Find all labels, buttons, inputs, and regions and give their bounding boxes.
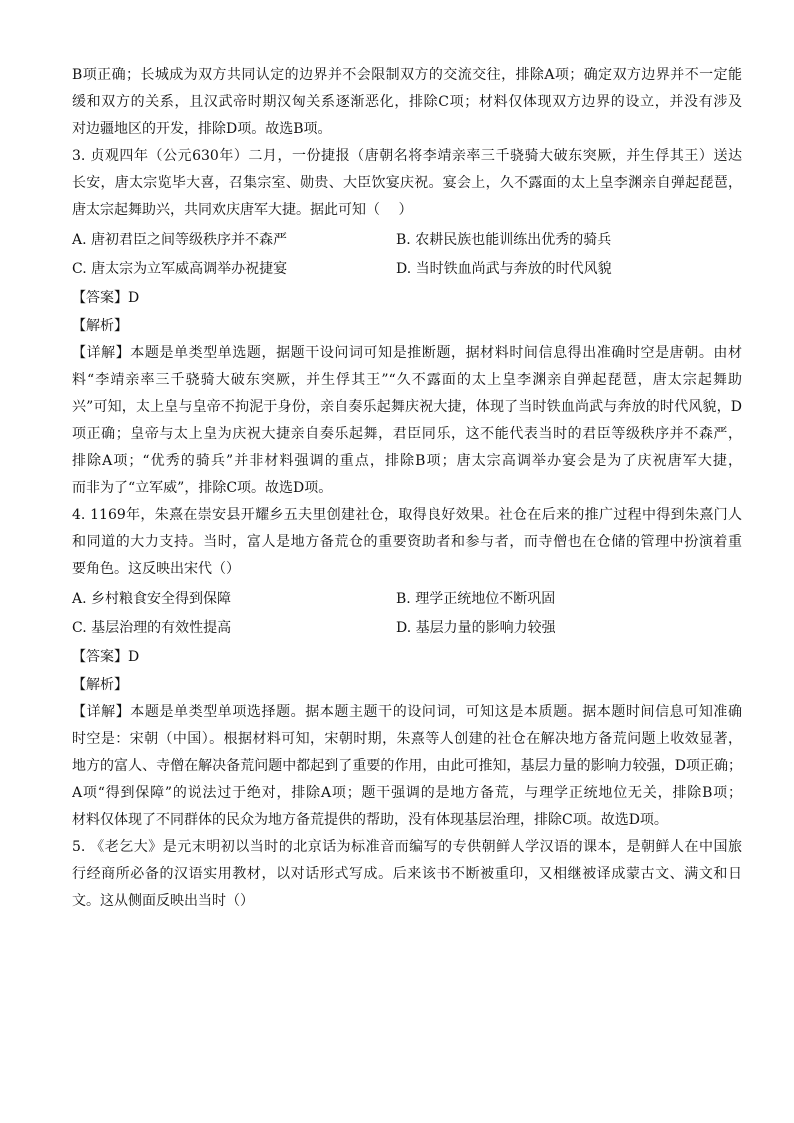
detail-line: 兴”可知，太上皇与皇帝不拘泥于身份，亲自奏乐起舞庆祝大捷，体现了当时铁血尚武与奔放的时代风貌，D <box>72 399 742 415</box>
answer-label: 【答案】D <box>72 290 140 306</box>
question-3 <box>72 143 742 502</box>
option-c: C. 唐太宗为立军威高调举办祝捷宴 <box>72 261 288 277</box>
question-stem-line: 和同道的大力支持。当时，富人是地方备荒仓的重要资助者和参与者，而寺僧也在仓储的管理中扮演着重 <box>72 534 742 550</box>
analysis-label: 【解析】 <box>72 318 128 334</box>
detail-line: 排除A项；“优秀的骑兵”并非材料强调的重点，排除B项；唐太宗高调举办宴会是为了庆祝唐军大捷， <box>72 453 742 469</box>
question-4 <box>72 502 742 834</box>
question-stem-line: 要角色。这反映出宋代（） <box>72 561 240 577</box>
text-line: 对边疆地区的开发，排除D项。故选B项。 <box>72 121 332 137</box>
detail-line: 时空是：宋朝（中国）。根据材料可知，宋朝时期，朱熹等人创建的社仓在解决地方备荒问题上收效显著， <box>72 731 742 747</box>
option-d: D. 当时铁血尚武与奔放的时代风貌 <box>396 261 612 277</box>
question-stem-line: 长安，唐太宗览毕大喜，召集宗室、勋贵、大臣饮宴庆祝。宴会上，久不露面的太上皇李渊亲自弹起琵琶， <box>72 175 742 191</box>
previous-explanation <box>72 62 742 143</box>
options-row <box>72 255 742 284</box>
question-5 <box>72 834 742 915</box>
detail-line: 料“李靖亲率三千骁骑大破东突厥，并生俘其王”“久不露面的太上皇李渊亲自弹起琵琶，唐太宗起舞助 <box>72 372 742 388</box>
option-d: D. 基层力量的影响力较强 <box>396 620 556 636</box>
question-stem-line: 3. 贞观四年（公元630年）二月，一份捷报（唐朝名将李靖亲率三千骁骑大破东突厥，并生俘其王）送达 <box>72 148 742 164</box>
detail-line: A项“得到保障”的说法过于绝对，排除A项；题干强调的是地方备荒，与理学正统地位无关，排除B项； <box>72 785 742 801</box>
detail-line: 项正确；皇帝与太上皇为庆祝大捷亲自奏乐起舞，君臣同乐，这不能代表当时的君臣等级秩序并不森严， <box>72 426 742 442</box>
detail-line: 【详解】本题是单类型单项选择题。据本题主题干的设问词，可知这是本质题。据本题时间信息可知准确 <box>72 704 742 720</box>
text-line: B项正确；长城成为双方共同认定的边界并不会限制双方的交流交往，排除A项；确定双方边界并不一定能 <box>72 67 742 83</box>
option-b: B. 理学正统地位不断巩固 <box>396 591 556 607</box>
analysis-label: 【解析】 <box>72 677 128 693</box>
detail-line: 地方的富人、寺僧在解决备荒问题中都起到了重要的作用，由此可推知，基层力量的影响力较强，D项正确； <box>72 758 742 774</box>
question-stem-line: 文。这从侧面反映出当时（） <box>72 893 254 909</box>
answer-label: 【答案】D <box>72 649 140 665</box>
question-stem-line: 4. 1169年，朱熹在崇安县开耀乡五夫里创建社仓，取得良好效果。社仓在后来的推广过程中得到朱熹门人 <box>72 507 742 523</box>
option-a: A. 乡村粮食安全得到保障 <box>72 591 232 607</box>
text-line: 缓和双方的关系，且汉武帝时期汉匈关系逐渐恶化，排除C项；材料仅体现双方边界的设立，并没有涉及 <box>72 94 742 110</box>
option-b: B. 农耕民族也能训练出优秀的骑兵 <box>396 232 612 248</box>
options-row <box>72 226 742 255</box>
detail-line: 材料仅体现了不同群体的民众为地方备荒提供的帮助，没有体现基层治理，排除C项。故选D项。 <box>72 812 668 828</box>
detail-line: 【详解】本题是单类型单选题，据题干设问词可知是推断题，据材料时间信息得出准确时空是唐朝。由材 <box>72 345 742 361</box>
question-stem-line: 5. 《老乞大》是元末明初以当时的北京话为标准音而编写的专供朝鲜人学汉语的课本，是朝鲜人在中国旅 <box>72 839 742 855</box>
detail-line: 而非为了“立军威”，排除C项。故选D项。 <box>72 480 333 496</box>
option-a: A. 唐初君臣之间等级秩序并不森严 <box>72 232 288 248</box>
options-row <box>72 614 742 643</box>
question-stem-line: 行经商所必备的汉语实用教材，以对话形式写成。后来该书不断被重印，又相继被译成蒙古文、满文和日 <box>72 866 742 882</box>
question-stem-line: 唐太宗起舞助兴，共同欢庆唐军大捷。据此可知（ ） <box>72 202 413 218</box>
option-c: C. 基层治理的有效性提高 <box>72 620 232 636</box>
options-row <box>72 585 742 614</box>
document-page <box>72 62 742 915</box>
